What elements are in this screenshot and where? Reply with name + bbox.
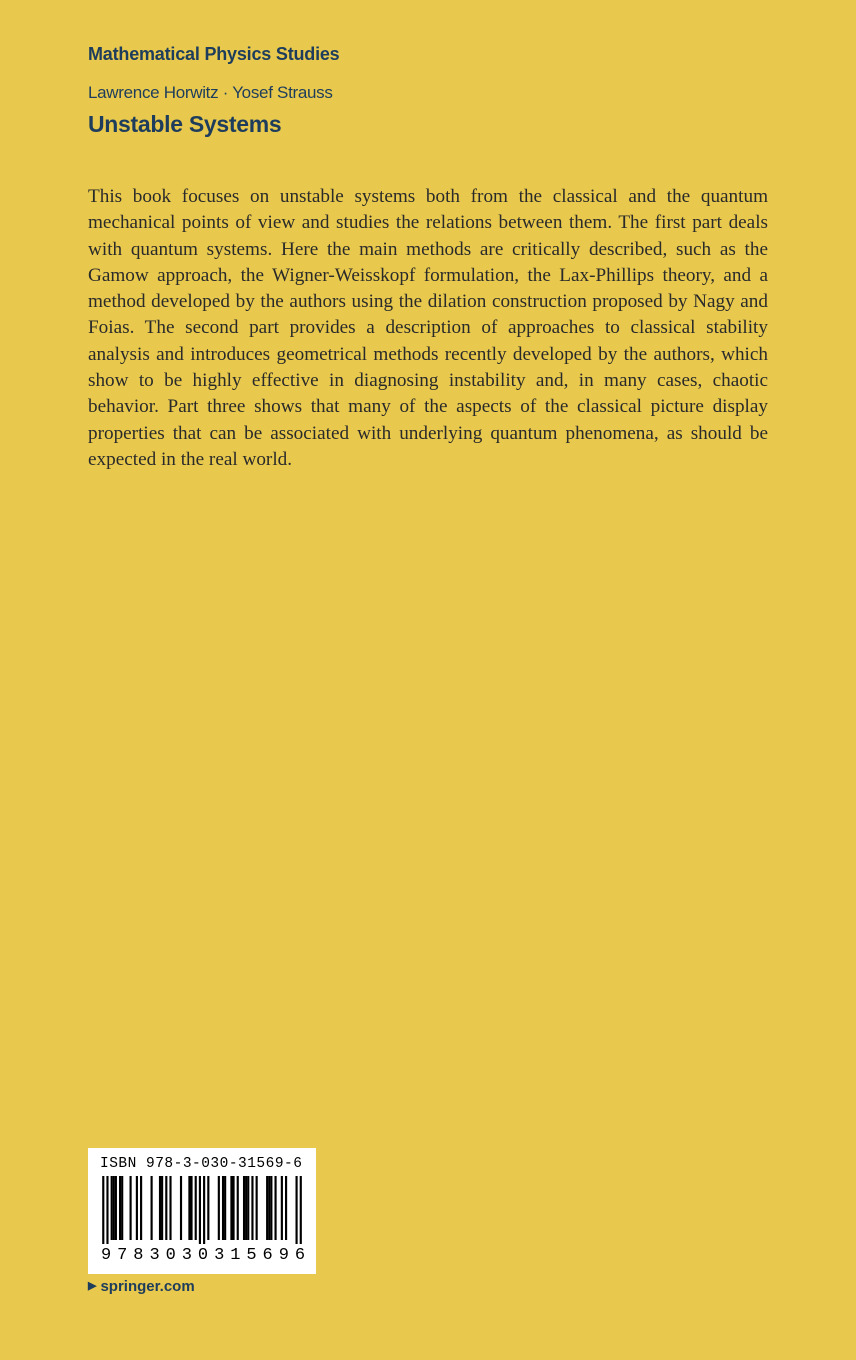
barcode-bar — [180, 1176, 182, 1240]
book-title: Unstable Systems — [88, 111, 282, 137]
barcode-digit: 6 — [294, 1246, 306, 1265]
barcode-bar — [169, 1176, 171, 1240]
barcode-digit: 9 — [100, 1246, 112, 1265]
barcode-bar — [266, 1176, 268, 1240]
barcode-digit: 1 — [230, 1246, 241, 1265]
triangle-right-icon: ▶ — [88, 1280, 97, 1292]
barcode-bar — [151, 1176, 153, 1240]
barcode-bar — [111, 1176, 113, 1240]
barcode-bar — [102, 1176, 104, 1244]
barcode-digit: 3 — [181, 1246, 192, 1265]
barcode-bar — [230, 1176, 232, 1240]
barcode-bar — [218, 1176, 220, 1240]
barcode-digits — [98, 1246, 308, 1265]
publisher-link[interactable] — [88, 1278, 195, 1295]
barcode-bar — [159, 1176, 161, 1240]
isbn-label: ISBN 978-3-030-31569-6 — [100, 1156, 303, 1172]
series-title: Mathematical Physics Studies — [88, 44, 340, 64]
barcode-bar — [237, 1176, 239, 1240]
barcode-bar — [274, 1176, 276, 1240]
barcode-bar — [256, 1176, 258, 1240]
barcode-bar — [270, 1176, 272, 1240]
barcode-bar — [136, 1176, 138, 1240]
barcode-digit: 3 — [149, 1246, 160, 1265]
barcode-bar — [190, 1176, 192, 1240]
barcode-bar — [251, 1176, 253, 1240]
barcode-bar — [222, 1176, 224, 1240]
barcode-digit: 0 — [165, 1246, 176, 1265]
barcode-bar — [113, 1176, 115, 1240]
barcode-bar — [119, 1176, 121, 1240]
barcode-bar — [161, 1176, 163, 1240]
barcode-bar — [300, 1176, 302, 1244]
barcode-bars — [98, 1176, 306, 1244]
barcode-digit: 7 — [117, 1246, 128, 1265]
barcode-bar — [165, 1176, 167, 1240]
barcode-bar — [247, 1176, 249, 1240]
barcode-digit: 3 — [214, 1246, 225, 1265]
barcode-bar — [224, 1176, 226, 1240]
barcode-bar — [281, 1176, 283, 1240]
barcode-digit: 6 — [262, 1246, 273, 1265]
barcode-bar — [295, 1176, 297, 1244]
authors: Lawrence Horwitz · Yosef Strauss — [88, 83, 333, 102]
publisher-link-label: springer.com — [100, 1278, 195, 1295]
barcode-bar — [285, 1176, 287, 1240]
barcode-digit: 9 — [278, 1246, 289, 1265]
book-description: This book focuses on unstable systems both from the classical and the quantum mechanical points of view and studies the relations between them. The first part deals with quantum systems. Here the main methods are critically described, such as the Gamow approach, the Wigner-Weisskopf formulation, the Lax-Phillips theory, and a method developed by the authors using the dilation construction proposed by Nagy and Foias. The second part provides a description of approaches to classical stability analysis and introduces geometrical methods recently developed by the authors, which show to be highly effective in diagnosing instability and, in many cases, chaotic behavior. Part three shows that many of the aspects of the classical picture display properties that can be associated with underlying quantum phenomena, as should be expected in the real world. — [88, 186, 768, 470]
barcode-bar — [207, 1176, 209, 1240]
barcode-bar — [268, 1176, 270, 1240]
barcode-digit: 8 — [133, 1246, 144, 1265]
barcode-bar — [232, 1176, 234, 1240]
barcode-bar — [195, 1176, 197, 1240]
barcode-bar — [199, 1176, 201, 1244]
barcode-bar — [243, 1176, 245, 1240]
isbn-barcode — [88, 1148, 316, 1274]
barcode-bar — [140, 1176, 142, 1240]
barcode-bar — [188, 1176, 190, 1240]
barcode-bar — [130, 1176, 132, 1240]
barcode-bar — [245, 1176, 247, 1240]
barcode-bar — [203, 1176, 205, 1244]
barcode-digit: 5 — [246, 1246, 257, 1265]
barcode-bar — [106, 1176, 108, 1244]
barcode-digit: 0 — [197, 1246, 209, 1265]
barcode-bar — [121, 1176, 123, 1240]
barcode-bar — [115, 1176, 117, 1240]
